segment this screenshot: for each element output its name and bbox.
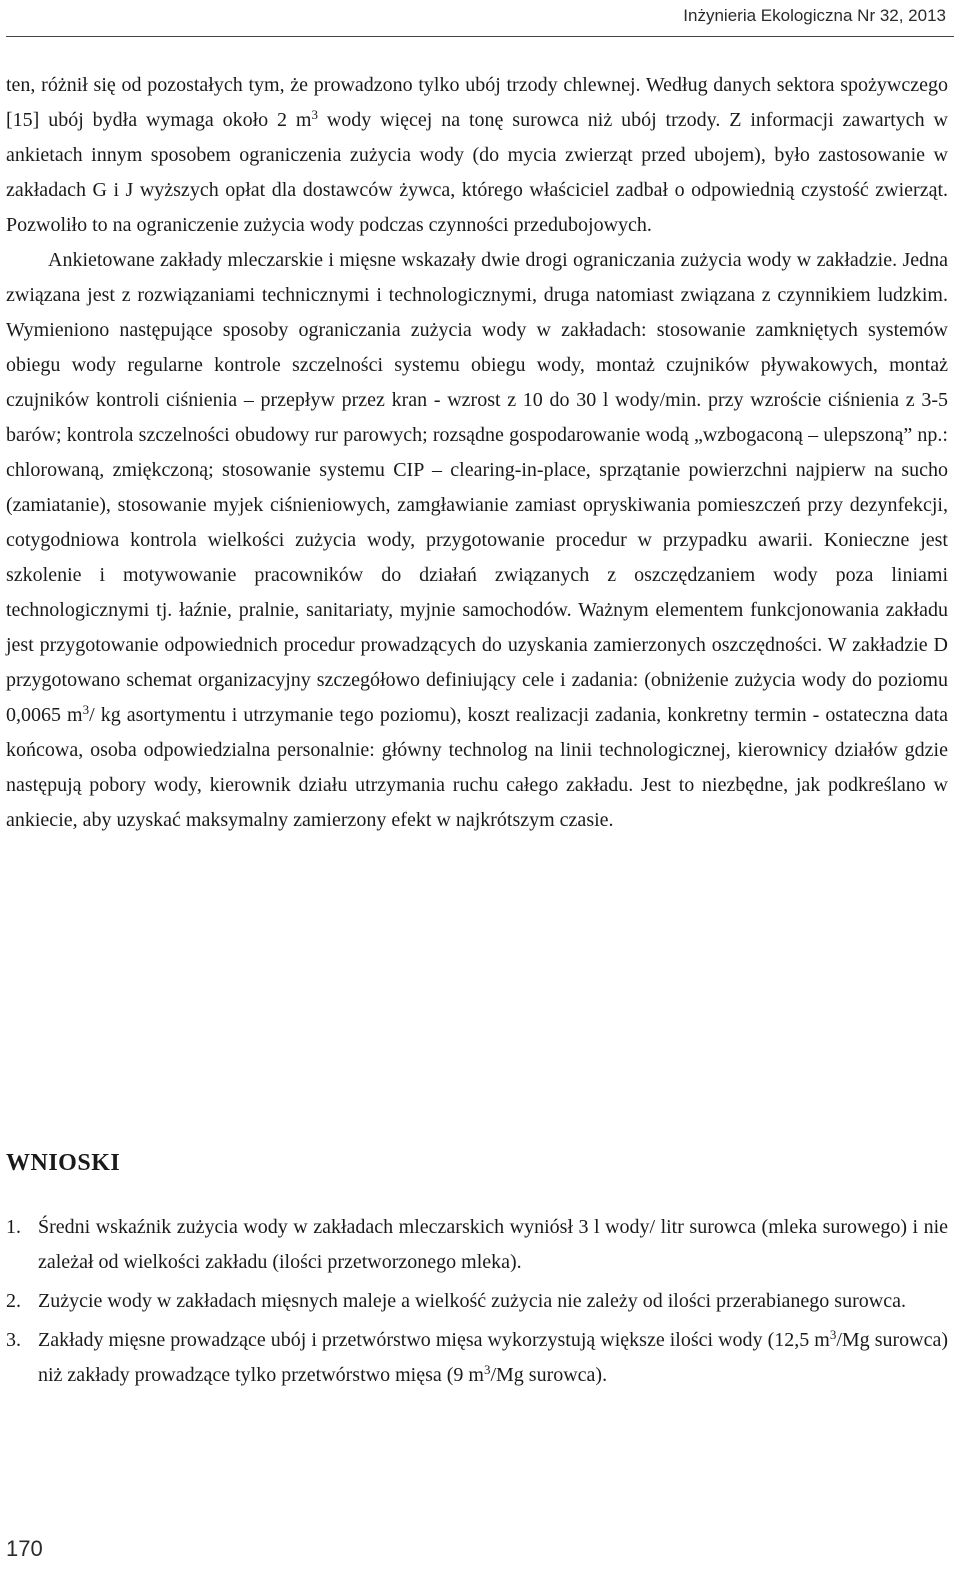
text-run: Zużycie wody w zakładach mięsnych maleje a wielkość zużycia nie zależy od ilości przerabianego surowca. — [38, 1290, 906, 1312]
text-run: Średni wskaźnik zużycia wody w zakładach mleczarskich wyniósł 3 l wody/ litr surowca (mleka surowego) i nie zależał od wielkości zakładu (ilości przetworzonego mleka). — [38, 1216, 948, 1273]
superscript: 3 — [483, 1362, 491, 1377]
header-divider — [6, 36, 954, 37]
text-run: /Mg surowca) niż zakłady prowadzące tylko przetwórstwo mięsa (9 m — [38, 1329, 948, 1386]
paragraph-1 — [6, 68, 948, 243]
text-run: / kg asortymentu i utrzymanie tego poziomu), koszt realizacji zadania, konkretny termin - ostateczna data końcowa, osoba odpowiedzialna personalnie: główny technolog na linii technologicznej, kierownicy działów gdzie następują pobory wody, kierownik działu utrzymania ruchu całego zakładu. Jest to niezbędne, jak podkreślano w ankiecie, aby uzyskać maksymalny zamierzony efekt w najkrótszym czasie. — [6, 704, 948, 831]
text-run: Ankietowane zakłady mleczarskie i mięsne wskazały dwie drogi ograniczania zużycia wody w zakładzie. Jedna związana jest z rozwiązaniami technicznymi i technologicznymi, druga natomiast związana z czynnikiem ludzkim. Wymieniono następujące sposoby ograniczania zużycia wody w zakładach: stosowanie zamkniętych systemów obiegu wody regularne kontrole szczelności systemu obiegu wody, montaż czujników pływakowych, montaż czujników kontroli ciśnienia – przepływ przez kran - wzrost z 10 do 30 l wody/min. przy wzroście ciśnienia z 3-5 barów; kontrola szczelności obudowy rur parowych; rozsądne gospodarowanie wodą „wzbogaconą – ulepszoną” np.: chlorowaną, zmiękczoną; stosowanie systemu CIP – clearing-in-place, sprzątanie powierzchni najpierw na sucho (zamiatanie), stosowanie myjek ciśnieniowych, zamgławianie zamiast opryskiwania pomieszczeń przy dezynfekcji, cotygodniowa kontrola wielkości zużycia wody, przygotowanie procedur w przypadku awarii. Konieczne jest szkolenie i motywowanie pracowników do działań związanych z oszczędzaniem wody poza liniami technologicznymi tj. łaźnie, pralnie, sanitariaty, myjnie samochodów. Ważnym elementem funkcjonowania zakładu jest przygotowanie odpowiednich procedur prowadzących do uzyskania zamierzonych oszczędności. W zakładzie D przygotowano schemat organizacyjny szczegółowo definiujący cele i zadania: (obniżenie zużycia wody do poziomu 0,0065 m — [6, 249, 948, 726]
list-item — [6, 1323, 948, 1393]
list-number: 1. — [6, 1216, 21, 1238]
text-run: wody więcej na tonę surowca niż ubój trzody. Z informacji zawartych w ankietach innym sposobem ograniczenia zużycia wody (do mycia zwierząt przed ubojem), było zastosowanie w zakładach G i J wyższych opłat dla dostawców żywca, którego właściciel zadbał o odpowiednią czystość zwierząt. Pozwoliło to na ograniczenie zużycia wody podczas czynności przedubojowych. — [6, 109, 948, 236]
text-run: /Mg surowca). — [490, 1364, 608, 1386]
list-number: 2. — [6, 1290, 21, 1312]
superscript: 3 — [829, 1327, 837, 1342]
superscript: 3 — [82, 702, 90, 717]
superscript: 3 — [311, 107, 318, 122]
text-run: ten, różnił się od pozostałych tym, że prowadzono tylko ubój trzody chlewnej. Według danych sektora spożywczego [15] ubój bydła wymaga około 2 m — [6, 74, 948, 131]
page-number: 170 — [6, 1536, 43, 1561]
list-item — [6, 1210, 948, 1280]
conclusions-list — [6, 1210, 948, 1397]
body-text — [6, 68, 948, 838]
list-number: 3. — [6, 1329, 21, 1351]
text-run: Zakłady mięsne prowadzące ubój i przetwórstwo mięsa wykorzystują większe ilości wody (12,5 m — [38, 1329, 830, 1351]
list-item — [6, 1284, 948, 1319]
section-title: WNIOSKI — [6, 1150, 121, 1176]
paragraph-2 — [6, 243, 948, 838]
running-header: Inżynieria Ekologiczna Nr 32, 2013 — [683, 6, 946, 25]
